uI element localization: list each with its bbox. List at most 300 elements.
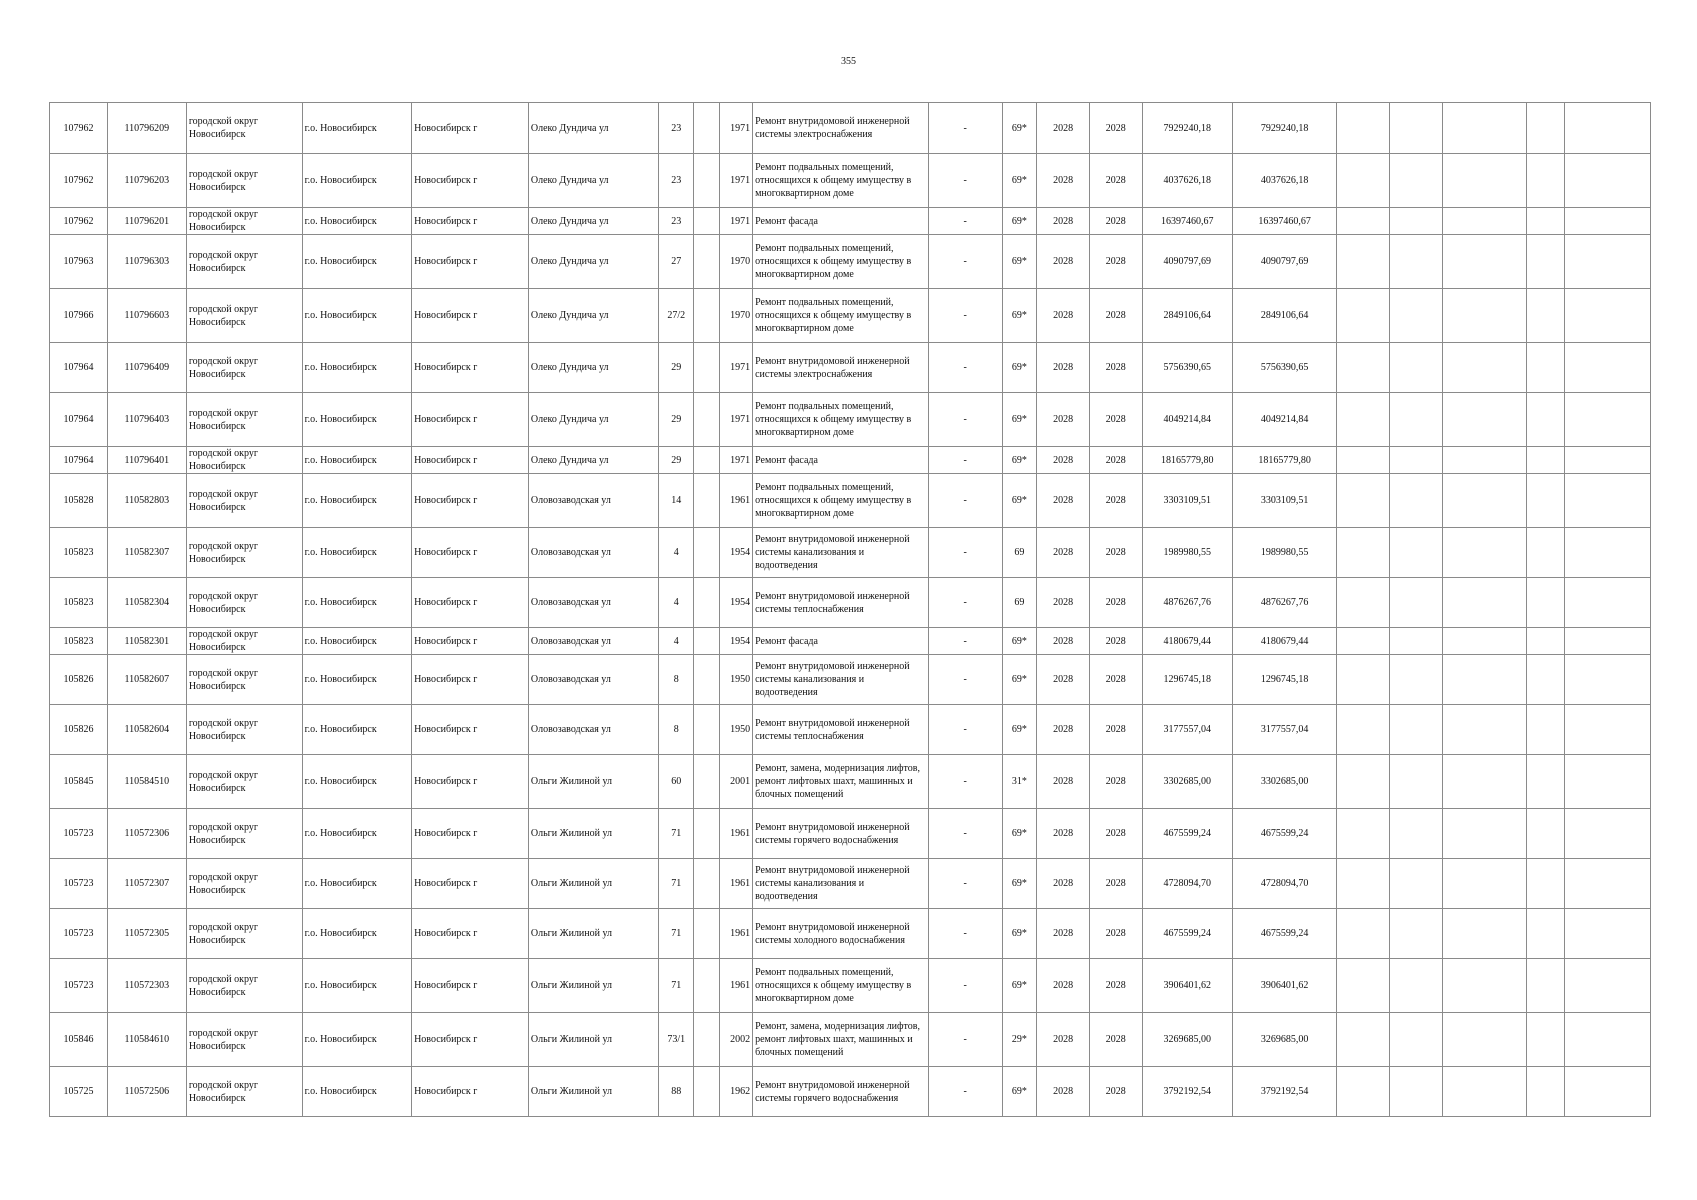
cell-empty — [694, 289, 720, 343]
cell-dash: - — [928, 103, 1002, 154]
cell-cost: 5756390,65 — [1142, 343, 1233, 393]
cell-id: 105723 — [50, 959, 108, 1013]
cell-year-end: 2028 — [1089, 628, 1142, 655]
cell-empty — [1442, 705, 1526, 755]
cell-district: г.о. Новосибирск — [302, 343, 411, 393]
cell-year-end: 2028 — [1089, 809, 1142, 859]
cell-year-plan: 2028 — [1037, 859, 1090, 909]
cell-city: Новосибирск г — [412, 393, 529, 447]
cell-empty — [694, 208, 720, 235]
cell-year-plan: 2028 — [1037, 343, 1090, 393]
cell-empty — [1564, 474, 1650, 528]
table-row — [50, 154, 1651, 208]
cell-code: 110572303 — [107, 959, 186, 1013]
cell-work: Ремонт подвальных помещений, относящихся к общему имуществу в многоквартирном доме — [753, 289, 929, 343]
cell-year-plan: 2028 — [1037, 959, 1090, 1013]
cell-total: 4049214,84 — [1233, 393, 1337, 447]
table-row — [50, 235, 1651, 289]
cell-work: Ремонт подвальных помещений, относящихся к общему имуществу в многоквартирном доме — [753, 393, 929, 447]
cell-empty — [1442, 474, 1526, 528]
cell-cost: 3269685,00 — [1142, 1013, 1233, 1067]
cell-wear: 69* — [1002, 235, 1037, 289]
cell-id: 105826 — [50, 655, 108, 705]
cell-district: г.о. Новосибирск — [302, 208, 411, 235]
cell-cost: 16397460,67 — [1142, 208, 1233, 235]
cell-empty — [1564, 705, 1650, 755]
cell-year: 1971 — [720, 208, 753, 235]
cell-city: Новосибирск г — [412, 1013, 529, 1067]
cell-house: 27/2 — [659, 289, 694, 343]
cell-total: 4675599,24 — [1233, 809, 1337, 859]
cell-empty — [1337, 154, 1390, 208]
cell-wear: 69* — [1002, 343, 1037, 393]
cell-id: 105845 — [50, 755, 108, 809]
cell-year-plan: 2028 — [1037, 1067, 1090, 1117]
cell-empty — [694, 655, 720, 705]
cell-empty — [694, 528, 720, 578]
cell-empty — [1389, 103, 1442, 154]
cell-dash: - — [928, 1067, 1002, 1117]
cell-house: 29 — [659, 343, 694, 393]
cell-empty — [1526, 1013, 1564, 1067]
cell-year-end: 2028 — [1089, 393, 1142, 447]
cell-wear: 69* — [1002, 959, 1037, 1013]
cell-work: Ремонт внутридомовой инженерной системы горячего водоснабжения — [753, 809, 929, 859]
cell-municipality: городской округ Новосибирск — [186, 343, 302, 393]
cell-code: 110572307 — [107, 859, 186, 909]
cell-year-end: 2028 — [1089, 154, 1142, 208]
cell-city: Новосибирск г — [412, 705, 529, 755]
cell-empty — [694, 343, 720, 393]
cell-municipality: городской округ Новосибирск — [186, 909, 302, 959]
cell-wear: 69 — [1002, 528, 1037, 578]
cell-year: 1962 — [720, 1067, 753, 1117]
cell-empty — [1526, 809, 1564, 859]
cell-cost: 4090797,69 — [1142, 235, 1233, 289]
cell-empty — [1337, 208, 1390, 235]
cell-cost: 4180679,44 — [1142, 628, 1233, 655]
cell-empty — [1337, 393, 1390, 447]
cell-house: 4 — [659, 578, 694, 628]
cell-code: 110796203 — [107, 154, 186, 208]
cell-district: г.о. Новосибирск — [302, 235, 411, 289]
cell-empty — [1337, 447, 1390, 474]
cell-empty — [1389, 528, 1442, 578]
cell-empty — [1442, 628, 1526, 655]
cell-empty — [1337, 655, 1390, 705]
cell-city: Новосибирск г — [412, 474, 529, 528]
cell-district: г.о. Новосибирск — [302, 755, 411, 809]
cell-district: г.о. Новосибирск — [302, 859, 411, 909]
cell-wear: 69* — [1002, 393, 1037, 447]
cell-code: 110584510 — [107, 755, 186, 809]
cell-house: 29 — [659, 447, 694, 474]
cell-dash: - — [928, 578, 1002, 628]
cell-street: Ольги Жилиной ул — [528, 909, 659, 959]
cell-work: Ремонт фасада — [753, 208, 929, 235]
cell-code: 110796201 — [107, 208, 186, 235]
cell-empty — [1337, 755, 1390, 809]
cell-id: 107962 — [50, 103, 108, 154]
cell-street: Олеко Дундича ул — [528, 235, 659, 289]
cell-wear: 69* — [1002, 154, 1037, 208]
cell-work: Ремонт, замена, модернизация лифтов, ремонт лифтовых шахт, машинных и блочных помещений — [753, 1013, 929, 1067]
cell-year-end: 2028 — [1089, 755, 1142, 809]
cell-street: Оловозаводская ул — [528, 628, 659, 655]
cell-empty — [1564, 655, 1650, 705]
table-row — [50, 859, 1651, 909]
cell-dash: - — [928, 859, 1002, 909]
cell-empty — [1526, 755, 1564, 809]
cell-year-end: 2028 — [1089, 235, 1142, 289]
table-row — [50, 809, 1651, 859]
cell-code: 110796409 — [107, 343, 186, 393]
cell-year-plan: 2028 — [1037, 755, 1090, 809]
cell-street: Оловозаводская ул — [528, 705, 659, 755]
cell-street: Олеко Дундича ул — [528, 208, 659, 235]
cell-empty — [694, 103, 720, 154]
cell-year-plan: 2028 — [1037, 705, 1090, 755]
cell-empty — [1337, 578, 1390, 628]
cell-empty — [694, 154, 720, 208]
cell-empty — [1337, 289, 1390, 343]
cell-city: Новосибирск г — [412, 655, 529, 705]
cell-wear: 29* — [1002, 1013, 1037, 1067]
cell-empty — [694, 447, 720, 474]
cell-empty — [694, 628, 720, 655]
cell-empty — [694, 809, 720, 859]
cell-id: 105823 — [50, 578, 108, 628]
cell-city: Новосибирск г — [412, 154, 529, 208]
cell-dash: - — [928, 393, 1002, 447]
cell-empty — [1442, 809, 1526, 859]
cell-empty — [1389, 859, 1442, 909]
cell-city: Новосибирск г — [412, 809, 529, 859]
cell-year-end: 2028 — [1089, 705, 1142, 755]
table-row — [50, 528, 1651, 578]
cell-street: Ольги Жилиной ул — [528, 1067, 659, 1117]
cell-empty — [1526, 859, 1564, 909]
cell-empty — [1442, 393, 1526, 447]
cell-empty — [1389, 154, 1442, 208]
cell-code: 110582803 — [107, 474, 186, 528]
cell-dash: - — [928, 809, 1002, 859]
cell-code: 110582607 — [107, 655, 186, 705]
cell-street: Оловозаводская ул — [528, 578, 659, 628]
cell-year: 1961 — [720, 474, 753, 528]
cell-total: 1296745,18 — [1233, 655, 1337, 705]
cell-empty — [694, 235, 720, 289]
cell-work: Ремонт подвальных помещений, относящихся к общему имуществу в многоквартирном доме — [753, 959, 929, 1013]
cell-district: г.о. Новосибирск — [302, 528, 411, 578]
cell-id: 107966 — [50, 289, 108, 343]
cell-city: Новосибирск г — [412, 755, 529, 809]
table-row — [50, 208, 1651, 235]
cell-municipality: городской округ Новосибирск — [186, 447, 302, 474]
cell-street: Оловозаводская ул — [528, 655, 659, 705]
cell-wear: 69* — [1002, 628, 1037, 655]
cell-dash: - — [928, 755, 1002, 809]
cell-year: 1971 — [720, 343, 753, 393]
cell-city: Новосибирск г — [412, 859, 529, 909]
cell-cost: 3792192,54 — [1142, 1067, 1233, 1117]
cell-year-end: 2028 — [1089, 528, 1142, 578]
cell-empty — [1564, 154, 1650, 208]
cell-empty — [694, 959, 720, 1013]
cell-empty — [1337, 1013, 1390, 1067]
cell-year: 2002 — [720, 1013, 753, 1067]
cell-total: 16397460,67 — [1233, 208, 1337, 235]
cell-empty — [1442, 235, 1526, 289]
cell-code: 110572506 — [107, 1067, 186, 1117]
cell-work: Ремонт подвальных помещений, относящихся к общему имуществу в многоквартирном доме — [753, 235, 929, 289]
cell-empty — [1442, 655, 1526, 705]
cell-city: Новосибирск г — [412, 528, 529, 578]
cell-municipality: городской округ Новосибирск — [186, 103, 302, 154]
cell-street: Олеко Дундича ул — [528, 103, 659, 154]
cell-city: Новосибирск г — [412, 578, 529, 628]
cell-wear: 69* — [1002, 655, 1037, 705]
cell-empty — [1564, 289, 1650, 343]
cell-empty — [1389, 755, 1442, 809]
cell-empty — [694, 474, 720, 528]
cell-year-end: 2028 — [1089, 578, 1142, 628]
cell-municipality: городской округ Новосибирск — [186, 578, 302, 628]
cell-year: 1950 — [720, 655, 753, 705]
cell-empty — [1564, 809, 1650, 859]
cell-dash: - — [928, 447, 1002, 474]
cell-dash: - — [928, 628, 1002, 655]
cell-empty — [1337, 1067, 1390, 1117]
cell-id: 107962 — [50, 154, 108, 208]
cell-year-plan: 2028 — [1037, 528, 1090, 578]
cell-empty — [1526, 289, 1564, 343]
cell-district: г.о. Новосибирск — [302, 655, 411, 705]
cell-empty — [1564, 528, 1650, 578]
cell-work: Ремонт внутридомовой инженерной системы теплоснабжения — [753, 705, 929, 755]
cell-id: 107962 — [50, 208, 108, 235]
cell-district: г.о. Новосибирск — [302, 154, 411, 208]
cell-district: г.о. Новосибирск — [302, 103, 411, 154]
cell-empty — [1442, 578, 1526, 628]
cell-empty — [1442, 208, 1526, 235]
cell-year-end: 2028 — [1089, 447, 1142, 474]
table-row — [50, 578, 1651, 628]
cell-year: 1970 — [720, 235, 753, 289]
cell-district: г.о. Новосибирск — [302, 447, 411, 474]
table-row — [50, 289, 1651, 343]
cell-city: Новосибирск г — [412, 235, 529, 289]
cell-code: 110796401 — [107, 447, 186, 474]
cell-district: г.о. Новосибирск — [302, 909, 411, 959]
cell-wear: 69* — [1002, 705, 1037, 755]
cell-year-plan: 2028 — [1037, 655, 1090, 705]
cell-house: 14 — [659, 474, 694, 528]
cell-year: 1971 — [720, 154, 753, 208]
cell-empty — [1389, 1067, 1442, 1117]
cell-empty — [1564, 393, 1650, 447]
cell-district: г.о. Новосибирск — [302, 393, 411, 447]
cell-dash: - — [928, 705, 1002, 755]
cell-street: Олеко Дундича ул — [528, 447, 659, 474]
cell-year-end: 2028 — [1089, 655, 1142, 705]
cell-empty — [1442, 528, 1526, 578]
cell-cost: 3302685,00 — [1142, 755, 1233, 809]
cell-wear: 69* — [1002, 859, 1037, 909]
cell-year-end: 2028 — [1089, 343, 1142, 393]
cell-total: 7929240,18 — [1233, 103, 1337, 154]
cell-year-plan: 2028 — [1037, 208, 1090, 235]
cell-code: 110796209 — [107, 103, 186, 154]
cell-wear: 69* — [1002, 289, 1037, 343]
cell-house: 71 — [659, 909, 694, 959]
registry-table — [49, 102, 1651, 1117]
cell-total: 3302685,00 — [1233, 755, 1337, 809]
cell-municipality: городской округ Новосибирск — [186, 809, 302, 859]
cell-id: 105823 — [50, 528, 108, 578]
cell-empty — [1564, 208, 1650, 235]
cell-municipality: городской округ Новосибирск — [186, 235, 302, 289]
table-row — [50, 447, 1651, 474]
cell-street: Ольги Жилиной ул — [528, 1013, 659, 1067]
cell-district: г.о. Новосибирск — [302, 628, 411, 655]
cell-year-plan: 2028 — [1037, 289, 1090, 343]
cell-year-end: 2028 — [1089, 103, 1142, 154]
cell-house: 23 — [659, 154, 694, 208]
cell-cost: 4876267,76 — [1142, 578, 1233, 628]
table-row — [50, 343, 1651, 393]
cell-house: 60 — [659, 755, 694, 809]
cell-total: 3792192,54 — [1233, 1067, 1337, 1117]
cell-year: 1961 — [720, 959, 753, 1013]
cell-code: 110582604 — [107, 705, 186, 755]
cell-empty — [1442, 909, 1526, 959]
cell-year-end: 2028 — [1089, 859, 1142, 909]
cell-cost: 4675599,24 — [1142, 809, 1233, 859]
table-row — [50, 1013, 1651, 1067]
cell-empty — [1389, 909, 1442, 959]
cell-house: 8 — [659, 705, 694, 755]
cell-total: 4728094,70 — [1233, 859, 1337, 909]
cell-empty — [1337, 909, 1390, 959]
cell-cost: 4675599,24 — [1142, 909, 1233, 959]
cell-municipality: городской округ Новосибирск — [186, 154, 302, 208]
cell-dash: - — [928, 154, 1002, 208]
cell-code: 110796403 — [107, 393, 186, 447]
cell-year: 1950 — [720, 705, 753, 755]
cell-dash: - — [928, 289, 1002, 343]
cell-empty — [694, 393, 720, 447]
cell-district: г.о. Новосибирск — [302, 1067, 411, 1117]
cell-id: 107963 — [50, 235, 108, 289]
cell-cost: 2849106,64 — [1142, 289, 1233, 343]
cell-city: Новосибирск г — [412, 208, 529, 235]
cell-empty — [1526, 578, 1564, 628]
cell-year-plan: 2028 — [1037, 235, 1090, 289]
cell-empty — [694, 909, 720, 959]
cell-house: 4 — [659, 628, 694, 655]
cell-year-plan: 2028 — [1037, 628, 1090, 655]
cell-district: г.о. Новосибирск — [302, 959, 411, 1013]
cell-year-end: 2028 — [1089, 1067, 1142, 1117]
cell-wear: 69* — [1002, 208, 1037, 235]
cell-house: 71 — [659, 859, 694, 909]
cell-empty — [1389, 343, 1442, 393]
cell-id: 105828 — [50, 474, 108, 528]
cell-empty — [1337, 343, 1390, 393]
cell-code: 110572306 — [107, 809, 186, 859]
cell-street: Олеко Дундича ул — [528, 343, 659, 393]
cell-cost: 18165779,80 — [1142, 447, 1233, 474]
cell-empty — [1389, 959, 1442, 1013]
cell-empty — [1389, 705, 1442, 755]
cell-empty — [1526, 528, 1564, 578]
cell-code: 110584610 — [107, 1013, 186, 1067]
cell-year: 1954 — [720, 578, 753, 628]
cell-empty — [1564, 1013, 1650, 1067]
cell-empty — [694, 1013, 720, 1067]
cell-empty — [1564, 103, 1650, 154]
cell-cost: 7929240,18 — [1142, 103, 1233, 154]
cell-empty — [694, 1067, 720, 1117]
cell-municipality: городской округ Новосибирск — [186, 755, 302, 809]
cell-cost: 4728094,70 — [1142, 859, 1233, 909]
cell-code: 110582304 — [107, 578, 186, 628]
cell-work: Ремонт внутридомовой инженерной системы электроснабжения — [753, 343, 929, 393]
cell-total: 18165779,80 — [1233, 447, 1337, 474]
cell-district: г.о. Новосибирск — [302, 1013, 411, 1067]
cell-dash: - — [928, 655, 1002, 705]
cell-house: 4 — [659, 528, 694, 578]
table-row — [50, 474, 1651, 528]
table-row — [50, 103, 1651, 154]
cell-empty — [1442, 103, 1526, 154]
cell-municipality: городской округ Новосибирск — [186, 208, 302, 235]
cell-year-plan: 2028 — [1037, 1013, 1090, 1067]
cell-empty — [1526, 393, 1564, 447]
cell-empty — [1526, 705, 1564, 755]
table-row — [50, 655, 1651, 705]
cell-empty — [1442, 859, 1526, 909]
cell-id: 105826 — [50, 705, 108, 755]
table-row — [50, 755, 1651, 809]
cell-empty — [1526, 154, 1564, 208]
cell-year-plan: 2028 — [1037, 578, 1090, 628]
cell-empty — [1526, 959, 1564, 1013]
cell-empty — [1526, 655, 1564, 705]
cell-dash: - — [928, 909, 1002, 959]
cell-city: Новосибирск г — [412, 343, 529, 393]
cell-empty — [1564, 859, 1650, 909]
cell-empty — [1526, 208, 1564, 235]
cell-empty — [1337, 628, 1390, 655]
cell-empty — [1337, 705, 1390, 755]
cell-empty — [1389, 628, 1442, 655]
cell-district: г.о. Новосибирск — [302, 474, 411, 528]
cell-dash: - — [928, 959, 1002, 1013]
cell-empty — [1389, 393, 1442, 447]
cell-year: 1961 — [720, 859, 753, 909]
cell-total: 5756390,65 — [1233, 343, 1337, 393]
cell-work: Ремонт фасада — [753, 628, 929, 655]
cell-total: 4876267,76 — [1233, 578, 1337, 628]
cell-empty — [1389, 655, 1442, 705]
cell-empty — [1442, 755, 1526, 809]
cell-district: г.о. Новосибирск — [302, 809, 411, 859]
cell-street: Олеко Дундича ул — [528, 393, 659, 447]
cell-empty — [1564, 343, 1650, 393]
cell-district: г.о. Новосибирск — [302, 578, 411, 628]
